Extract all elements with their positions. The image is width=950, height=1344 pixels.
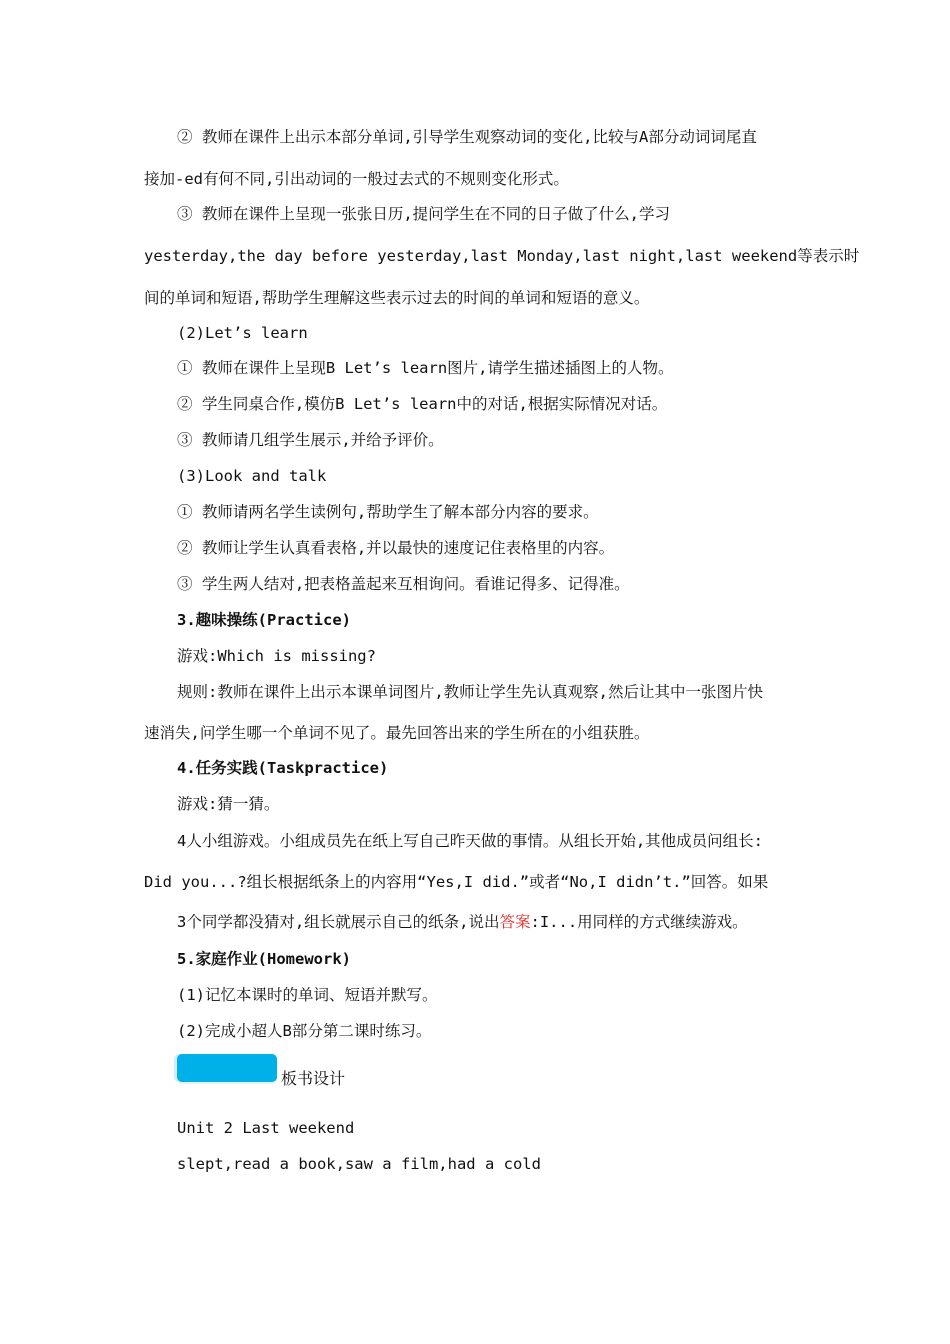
paragraph-line: yesterday,the day before yesterday,last Monday,last night,last weekend等表示时 xyxy=(144,247,860,265)
paragraph-line: ③ 教师请几组学生展示,并给予评价。 xyxy=(177,431,444,449)
section-heading: 4.任务实践(Taskpractice) xyxy=(177,759,389,777)
paragraph-line: 游戏:猜一猜。 xyxy=(177,795,280,813)
paragraph-line: 接加-ed有何不同,引出动词的一般过去式的不规则变化形式。 xyxy=(144,170,569,188)
paragraph-line: ③ 教师在课件上呈现一张张日历,提问学生在不同的日子做了什么,学习 xyxy=(177,205,670,223)
paragraph-line: ② 教师让学生认真看表格,并以最快的速度记住表格里的内容。 xyxy=(177,539,615,557)
subheading: (3)Look and talk xyxy=(177,467,327,485)
section-heading: 3.趣味操练(Practice) xyxy=(177,611,351,629)
paragraph-line: Did you...?组长根据纸条上的内容用“Yes,I did.”或者“No,I didn’t.”回答。如果 xyxy=(144,873,769,891)
paragraph-line: ② 学生同桌合作,模仿B Let’s learn中的对话,根据实际情况对话。 xyxy=(177,395,668,413)
subheading: (2)Let’s learn xyxy=(177,324,308,342)
section-badge xyxy=(177,1054,277,1082)
answer-highlight: 答案 xyxy=(499,913,531,931)
section-title: 板书设计 xyxy=(281,1069,346,1088)
text-run: 3个同学都没猜对,组长就展示自己的纸条,说出 xyxy=(177,913,500,931)
paragraph-line: 间的单词和短语,帮助学生理解这些表示过去的时间的单词和短语的意义。 xyxy=(144,289,650,307)
board-content: slept,read a book,saw a film,had a cold xyxy=(177,1155,541,1173)
paragraph-line: ① 教师在课件上呈现B Let’s learn图片,请学生描述插图上的人物。 xyxy=(177,359,674,377)
paragraph-line: 游戏:Which is missing? xyxy=(177,647,376,665)
paragraph-line: ③ 学生两人结对,把表格盖起来互相询问。看谁记得多、记得准。 xyxy=(177,575,630,593)
paragraph-line xyxy=(177,912,748,932)
board-title: Unit 2 Last weekend xyxy=(177,1119,355,1137)
text-run: :I...用同样的方式继续游戏。 xyxy=(530,913,748,931)
paragraph-line: ② 教师在课件上出示本部分单词,引导学生观察动词的变化,比较与A部分动词词尾直 xyxy=(177,128,757,146)
paragraph-line: (1)记忆本课时的单词、短语并默写。 xyxy=(177,986,438,1004)
paragraph-line: (2)完成小超人B部分第二课时练习。 xyxy=(177,1022,432,1040)
section-heading: 5.家庭作业(Homework) xyxy=(177,950,351,968)
paragraph-line: ① 教师请两名学生读例句,帮助学生了解本部分内容的要求。 xyxy=(177,503,599,521)
paragraph-line: 规则:教师在课件上出示本课单词图片,教师让学生先认真观察,然后让其中一张图片快 xyxy=(177,683,763,701)
paragraph-line: 4人小组游戏。小组成员先在纸上写自己昨天做的事情。从组长开始,其他成员问组长: xyxy=(177,832,763,850)
paragraph-line: 速消失,问学生哪一个单词不见了。最先回答出来的学生所在的小组获胜。 xyxy=(144,724,650,742)
